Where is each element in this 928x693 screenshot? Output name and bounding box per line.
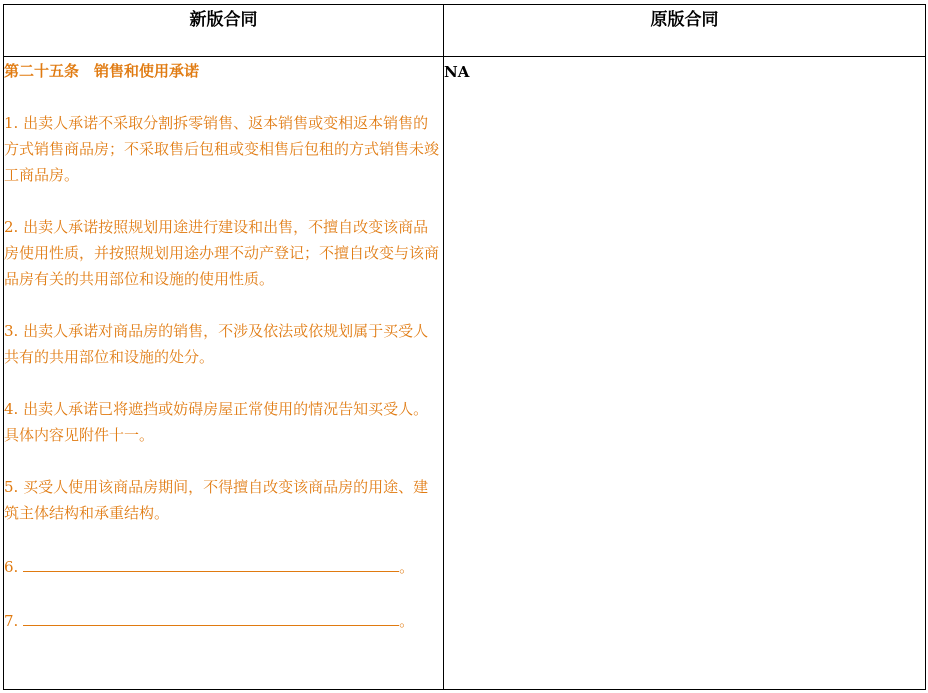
spacer: [4, 84, 443, 110]
article-title: 第二十五条 销售和使用承诺: [4, 62, 200, 80]
clause-3: 3. 出卖人承诺对商品房的销售，不涉及依法或依规划属于买受人共有的共用部位和设施的处分。: [4, 322, 429, 366]
blank-item-6: [4, 552, 443, 580]
clause-2: 2. 出卖人承诺按照规划用途进行建设和出售，不擅自改变该商品房使用性质，并按照规划用途办理不动产登记；不擅自改变与该商品房有关的共用部位和设施的使用性质。: [4, 218, 440, 288]
old-contract-text: NA: [444, 63, 470, 81]
blank-item-number: 6.: [4, 558, 19, 576]
spacer: [4, 370, 443, 396]
spacer: [4, 448, 443, 474]
clause-4: 4. 出卖人承诺已将遮挡或妨碍房屋正常使用的情况告知买受人。具体内容见附件十一。: [4, 400, 429, 444]
new-contract-cell: [4, 57, 444, 690]
blank-item-7: [4, 606, 443, 634]
blank-item-number: 7.: [4, 612, 19, 630]
header-row: [4, 5, 926, 57]
spacer: [4, 292, 443, 318]
spacer: [4, 188, 443, 214]
content-row: [4, 57, 926, 690]
old-contract-cell: [444, 57, 926, 690]
fill-in-blank: [23, 606, 399, 626]
contract-comparison-table: [3, 4, 926, 690]
spacer: [4, 526, 443, 552]
blank-item-end: 。: [399, 558, 415, 576]
fill-in-blank: [23, 552, 399, 572]
blank-item-end: 。: [399, 612, 415, 630]
header-old-contract: 原版合同: [444, 5, 926, 57]
clause-1: 1. 出卖人承诺不采取分割拆零销售、返本销售或变相返本销售的方式销售商品房；不采取售后包租或变相售后包租的方式销售未竣工商品房。: [4, 114, 440, 184]
spacer: [4, 580, 443, 606]
clause-5: 5. 买受人使用该商品房期间，不得擅自改变该商品房的用途、建筑主体结构和承重结构。: [4, 478, 429, 522]
header-new-contract: 新版合同: [4, 5, 444, 57]
